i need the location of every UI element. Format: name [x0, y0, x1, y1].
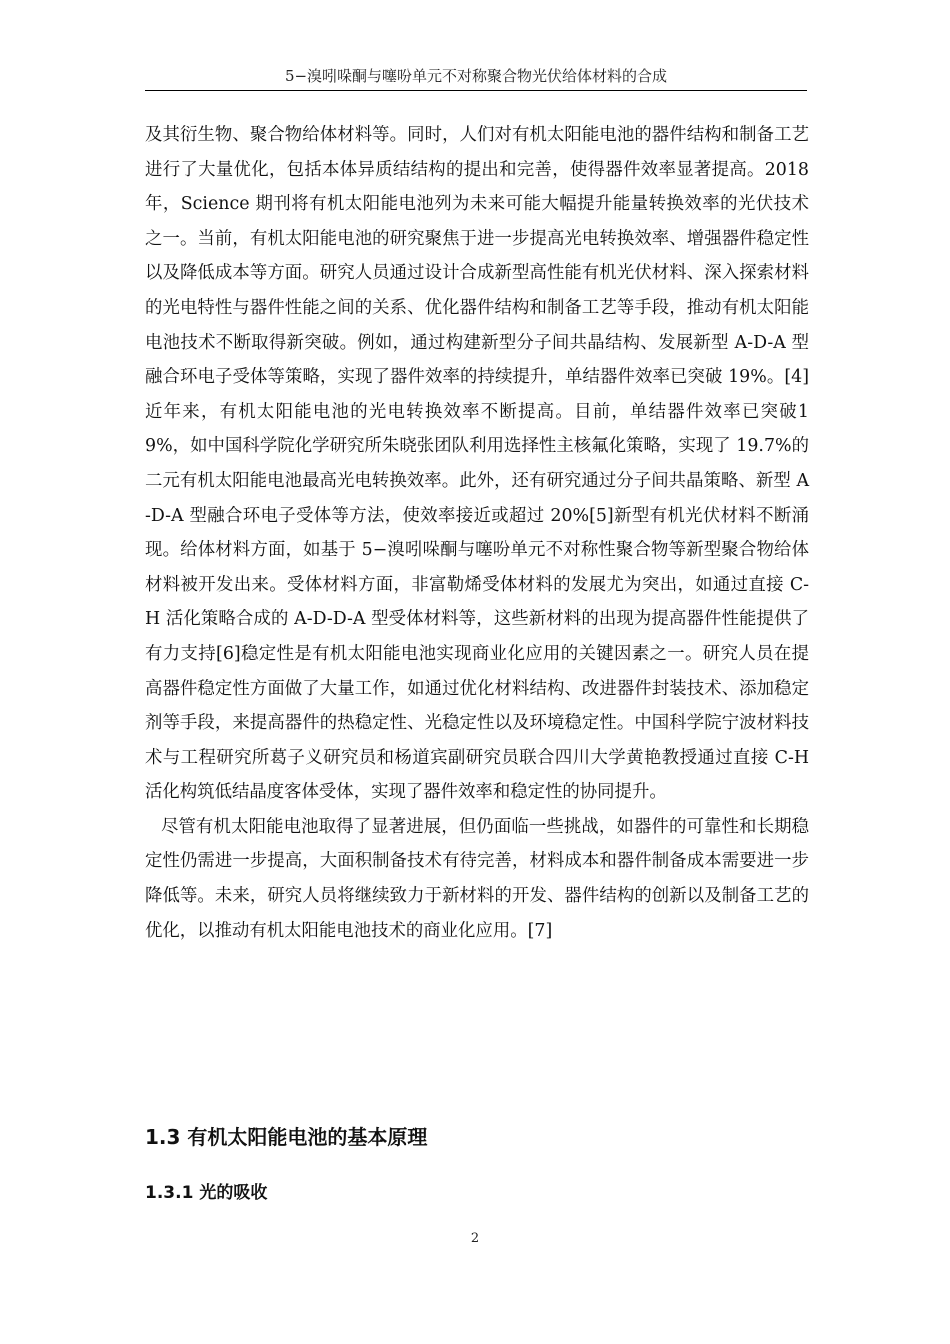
header-rule	[145, 90, 807, 91]
body-text	[145, 118, 809, 948]
section-heading: 1.3 有机太阳能电池的基本原理	[145, 1125, 428, 1149]
page-number: 2	[470, 1231, 480, 1246]
subsection-heading: 1.3.1 光的吸收	[145, 1183, 268, 1203]
paragraph-challenges: 尽管有机太阳能电池取得了显著进展，但仍面临一些挑战，如器件的可靠性和长期稳定性仍需进一步提高，大面积制备技术有待完善，材料成本和器件制备成本需要进一步降低等。未来，研究人员将继续致力于新材料的开发、器件结构的创新以及制备工艺的优化，以推动有机太阳能电池技术的商业化应用。[7]	[145, 816, 809, 941]
running-header: 5−溴吲哚酮与噻吩单元不对称聚合物光伏给体材料的合成	[284, 67, 668, 85]
paragraph-continued: 及其衍生物、聚合物给体材料等。同时，人们对有机太阳能电池的器件结构和制备工艺进行了大量优化，包括本体异质结结构的提出和完善，使得器件效率显著提高。2018 年，Science 期刊将有机太阳能电池列为未来可能大幅提升能量转换效率的光伏技术之一。当前，有机太阳能电池的研究聚焦于进一步提高光电转换效率、增强器件稳定性以及降低成本等方面。研究人员通过设计合成新型高性能有机光伏材料、深入探索材料的光电特性与器件性能之间的关系、优化器件结构和制备工艺等手段，推动有机太阳能电池技术不断取得新突破。例如，通过构建新型分子间共晶结构、发展新型 A-D-A 型融合环电子受体等策略，实现了器件效率的持续提升，单结器件效率已突破 19%。[4]近年来，有机太阳能电池的光电转换效率不断提高。目前，单结器件效率已突破19%，如中国科学院化学研究所朱晓张团队利用选择性主核氟化策略，实现了 19.7%的二元有机太阳能电池最高光电转换效率。此外，还有研究通过分子间共晶策略、新型 A-D-A 型融合环电子受体等方法，使效率接近或超过 20%[5]新型有机光伏材料不断涌现。给体材料方面，如基于 5−溴吲哚酮与噻吩单元不对称性聚合物等新型聚合物给体材料被开发出来。受体材料方面，非富勒烯受体材料的发展尤为突出，如通过直接 C-H 活化策略合成的 A-D-D-A 型受体材料等，这些新材料的出现为提高器件性能提供了有力支持[6]稳定性是有机太阳能电池实现商业化应用的关键因素之一。研究人员在提高器件稳定性方面做了大量工作，如通过优化材料结构、改进器件封装技术、添加稳定剂等手段，来提高器件的热稳定性、光稳定性以及环境稳定性。中国科学院宁波材料技术与工程研究所葛子义研究员和杨道宾副研究员联合四川大学黄艳教授通过直接 C-H 活化构筑低结晶度客体受体，实现了器件效率和稳定性的协同提升。	[145, 125, 809, 803]
